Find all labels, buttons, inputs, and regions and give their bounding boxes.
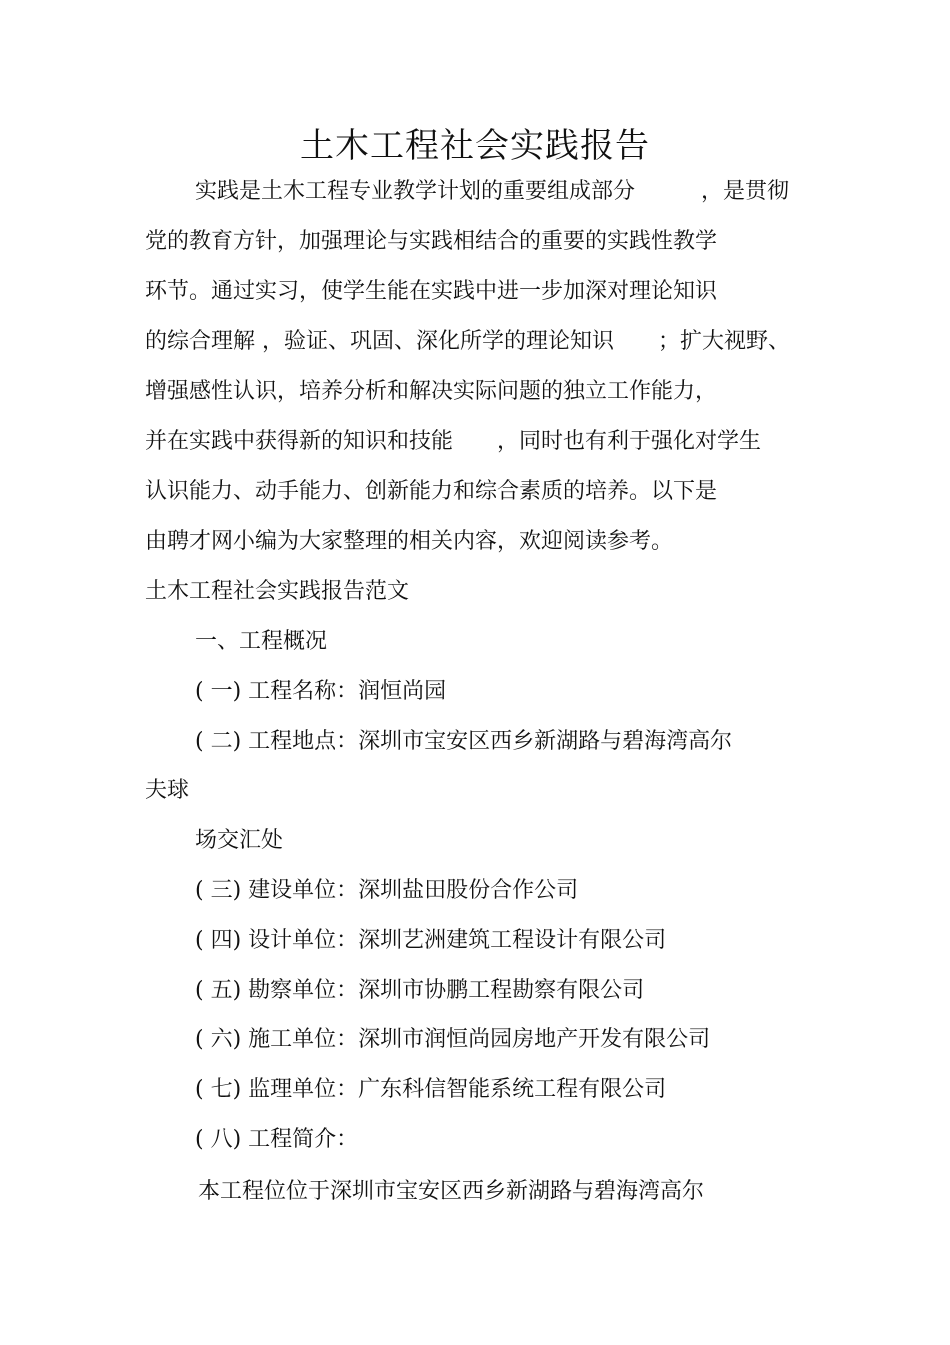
item-survey-unit: ( 五) 勘察单位：深圳市协鹏工程勘察有限公司 — [195, 978, 645, 1003]
intro-line-2: 党的教育方针，加强理论与实践相结合的重要的实践性教学 — [145, 229, 718, 254]
intro-line-5: 增强感性认识，培养分析和解决实际问题的独立工作能力， — [145, 379, 718, 404]
item-project-location: ( 二) 工程地点：深圳市宝安区西乡新湖路与碧海湾高尔 — [195, 729, 733, 754]
intro-line-1: 实践是土木工程专业教学计划的重要组成部分 ，是贯彻 — [195, 179, 790, 204]
intro-line-3: 环节。通过实习，使学生能在实践中进一步加深对理论知识 — [145, 279, 718, 304]
intro-line-6: 并在实践中获得新的知识和技能 ，同时也有利于强化对学生 — [145, 429, 762, 454]
item-design-unit: ( 四) 设计单位：深圳艺洲建筑工程设计有限公司 — [195, 928, 667, 953]
sample-heading: 土木工程社会实践报告范文 — [145, 579, 410, 604]
intro-line-8: 由聘才网小编为大家整理的相关内容，欢迎阅读参考。 — [145, 529, 674, 554]
item-location-continued: 夫球 — [145, 778, 190, 803]
section-heading: 一、工程概况 — [195, 629, 328, 654]
item-project-intro: ( 八) 工程简介： — [195, 1127, 359, 1152]
item-construction-unit: ( 三) 建设单位：深圳盐田股份合作公司 — [195, 878, 579, 903]
item-supervision-unit: ( 七) 监理单位：广东科信智能系统工程有限公司 — [195, 1077, 667, 1102]
document-title: 土木工程社会实践报告 — [300, 126, 650, 166]
item-location-continued-2: 场交汇处 — [195, 828, 284, 853]
intro-line-4: 的综合理解 ，验证、巩固、深化所学的理论知识 ；扩大视野、 — [145, 329, 790, 354]
intro-line-7: 认识能力、动手能力、创新能力和综合素质的培养。以下是 — [145, 479, 718, 504]
item-builder-unit: ( 六) 施工单位：深圳市润恒尚园房地产开发有限公司 — [195, 1027, 711, 1052]
body-last-line: 本工程位位于深圳市宝安区西乡新湖路与碧海湾高尔 — [198, 1179, 705, 1204]
item-project-name: ( 一) 工程名称：润恒尚园 — [195, 679, 447, 704]
